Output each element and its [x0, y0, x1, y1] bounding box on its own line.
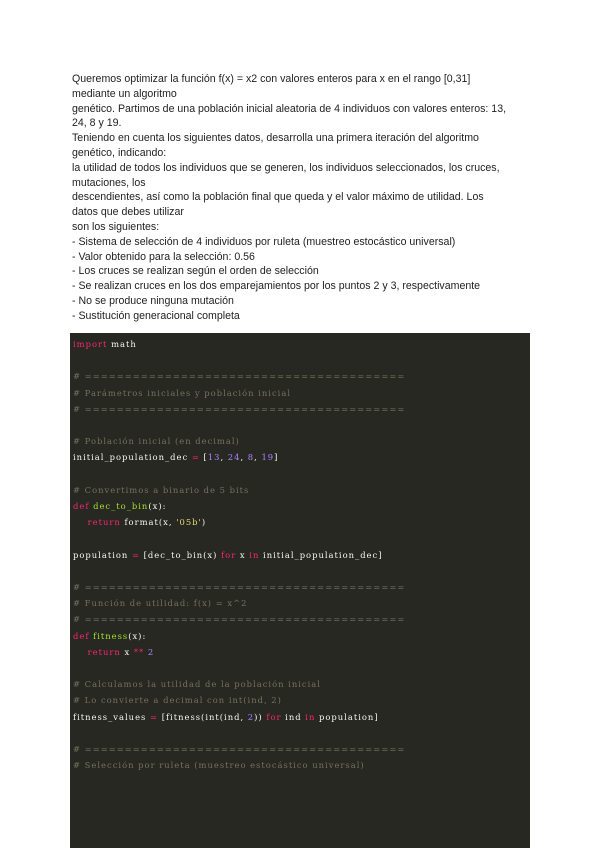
code-token: 24 [227, 452, 241, 463]
code-token: ) [201, 517, 207, 528]
code-token: [ [203, 452, 208, 463]
code-token: return [73, 517, 125, 528]
code-token: , [254, 452, 262, 463]
intro-line: genético, indicando: [72, 146, 167, 159]
code-token: = [128, 549, 144, 560]
intro-line: - Sustitución generacional completa [72, 309, 240, 322]
code-token: 13 [207, 452, 221, 463]
code-token: int [205, 711, 220, 722]
code-line [73, 612, 405, 626]
code-line [73, 402, 405, 416]
code-line [73, 629, 146, 643]
code-token: # Función de utilidad: f(x) = x^2 [73, 598, 248, 609]
intro-line: son los siguientes: [72, 220, 160, 233]
intro-line: 24, 8 y 19. [72, 117, 122, 130]
code-token: # ======================================== [73, 371, 406, 382]
intro-line: Queremos optimizar la función f(x) = x2 con valores enteros para x en el rango [0,31] [72, 73, 471, 85]
intro-line: descendientes, así como la población final que queda y el valor máximo de utilidad. Los [72, 191, 484, 204]
code-block [70, 333, 530, 848]
intro-line: - Sistema de selección de 4 individuos por ruleta (muestreo estocástico universal) [72, 235, 456, 248]
code-token: format [124, 517, 159, 528]
code-token: (x): [128, 630, 147, 641]
code-token: 2 [247, 711, 255, 722]
intro-line: - No se produce ninguna mutación [72, 294, 234, 307]
code-token: # Convertimos a binario de 5 bits [73, 484, 250, 495]
code-token: initial_population_dec] [259, 549, 383, 560]
code-line [73, 548, 382, 562]
code-token: (ind, [219, 711, 248, 722]
code-token: (x): [148, 501, 167, 511]
code-token: fitness_values [73, 711, 147, 722]
intro-line: - Se realizan cruces en los dos emparejamientos por los puntos 2 y 3, respectivamente [72, 280, 481, 293]
code-token: x [236, 549, 250, 560]
intro-line: mediante un algoritmo [72, 87, 177, 100]
code-token: x [124, 646, 134, 657]
code-token: dec_to_bin [93, 501, 149, 511]
code-token: fitness [93, 630, 129, 641]
intro-line: la utilidad de todos los individuos que se generen, los individuos seleccionados, los cruces, [72, 161, 500, 174]
code-token: # ======================================== [73, 744, 406, 754]
code-token: # Población inicial (en decimal) [73, 436, 240, 447]
code-token: 2 [144, 646, 155, 657]
code-token: (x, [158, 517, 177, 528]
code-token: in [249, 549, 260, 560]
code-line [73, 369, 405, 383]
code-token: population [73, 549, 129, 560]
code-token: [dec_to_bin(x) [143, 549, 222, 560]
code-token: ] [274, 452, 279, 463]
problem-statement [72, 72, 542, 324]
code-token: def [73, 501, 94, 511]
intro-line: datos que debes utilizar [72, 206, 184, 219]
code-token: )) [254, 711, 267, 722]
code-token: 8 [247, 452, 255, 463]
code-line [73, 693, 282, 707]
code-token: # ======================================== [73, 403, 406, 414]
code-token: ind [281, 711, 306, 722]
code-token: in [305, 711, 316, 722]
code-line [73, 596, 248, 610]
code-line [73, 515, 206, 529]
code-token: = [188, 452, 204, 463]
code-line [73, 499, 166, 513]
code-token: # Selección por ruleta (muestreo estocástico universal) [73, 760, 365, 771]
intro-line: genético. Partimos de una población inicial aleatoria de 4 individuos con valores enteros: 13, [72, 102, 507, 115]
code-line [73, 677, 321, 691]
code-token: , [240, 452, 248, 463]
code-token: # ======================================== [73, 614, 406, 625]
code-line [73, 742, 405, 756]
code-line [73, 386, 291, 400]
code-line [73, 483, 249, 497]
code-token: import [73, 339, 108, 349]
code-token: # ======================================== [73, 582, 406, 592]
code-token: def [73, 630, 94, 641]
code-token: return [73, 646, 125, 657]
intro-line: - Valor obtenido para la selección: 0.56 [72, 250, 255, 263]
code-token: for [266, 711, 282, 722]
code-line [73, 450, 278, 464]
code-token: 19 [261, 452, 275, 463]
code-line [73, 337, 137, 351]
code-token: # Lo convierte a decimal con int(ind, 2) [73, 695, 282, 706]
code-line [73, 710, 379, 724]
code-token: , [220, 452, 228, 463]
code-token: # Parámetros iniciales y población inicial [73, 387, 291, 398]
code-line [73, 580, 405, 594]
code-line [73, 434, 240, 448]
code-token: = [146, 711, 162, 722]
intro-line: mutaciones, los [72, 176, 146, 189]
code-token: initial_population_dec [73, 452, 189, 463]
code-line [73, 645, 154, 659]
code-token: math [107, 339, 137, 349]
intro-line: - Los cruces se realizan según el orden de selección [72, 265, 319, 278]
code-line [73, 758, 365, 772]
code-token: ** [133, 646, 145, 657]
code-token: population] [315, 711, 379, 722]
code-token: # Calculamos la utilidad de la población inicial [73, 679, 321, 690]
code-token: '05b' [176, 517, 202, 528]
intro-line: Teniendo en cuenta los siguientes datos, desarrolla una primera iteración del algoritmo [72, 132, 479, 145]
code-token: for [221, 549, 237, 560]
code-token: [fitness( [161, 711, 206, 722]
